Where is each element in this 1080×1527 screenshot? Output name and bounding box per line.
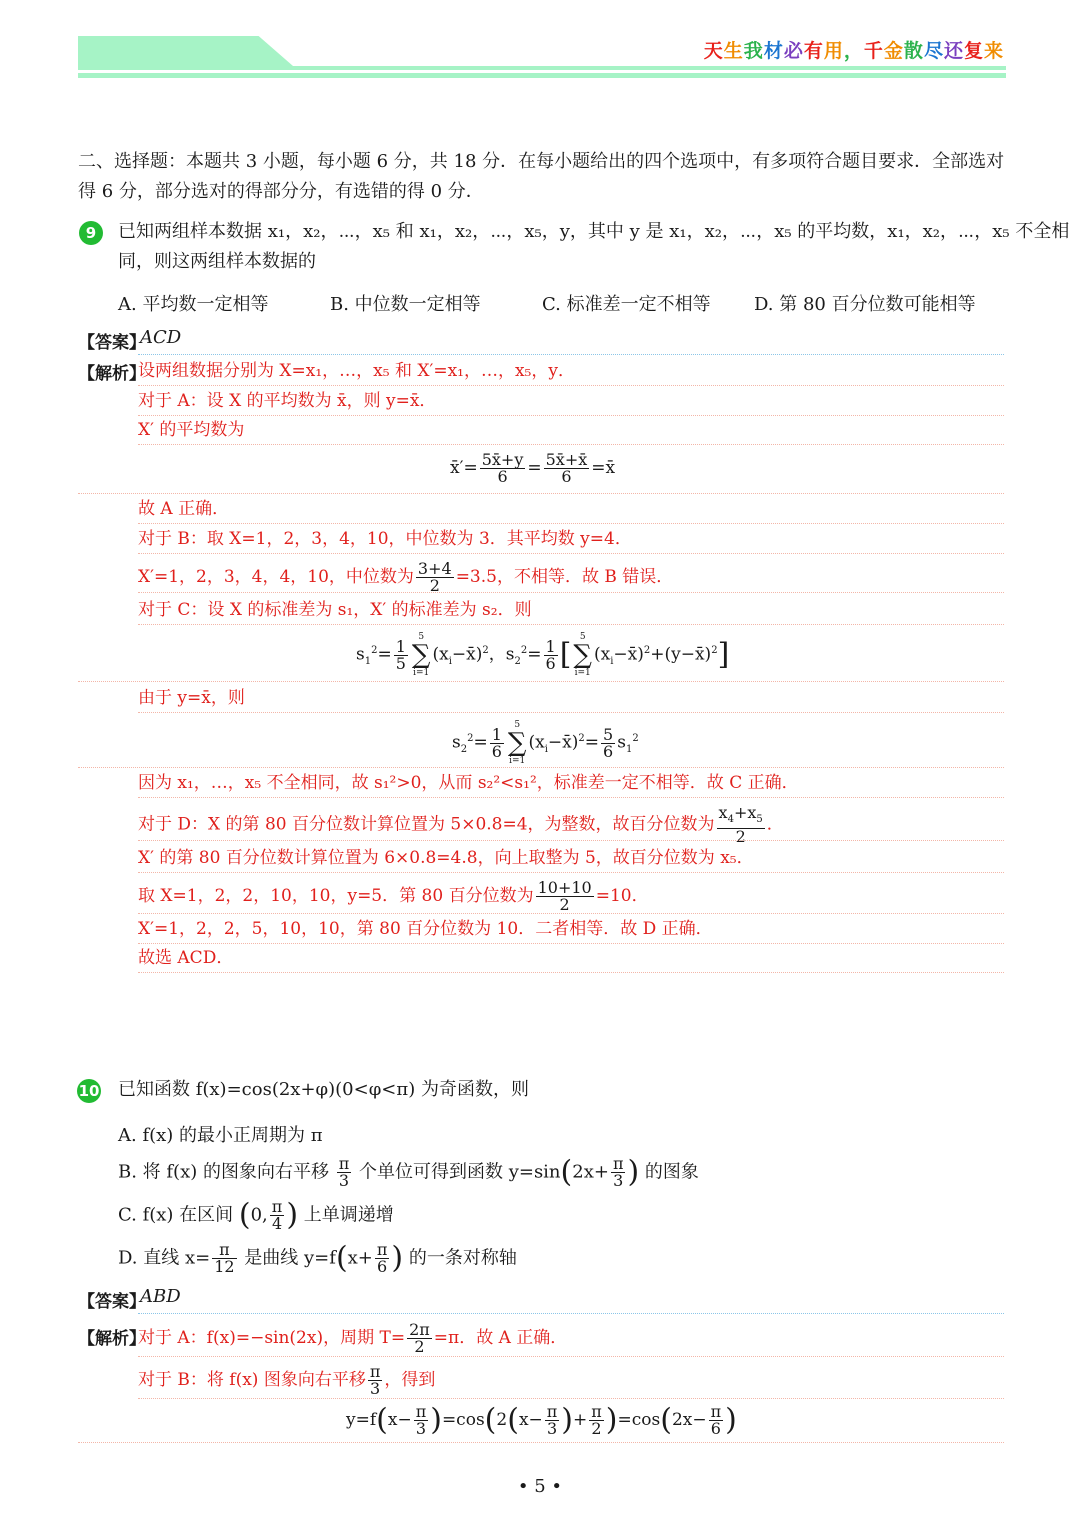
q9-answer: ACD <box>140 327 182 348</box>
solution-divider <box>138 553 1004 554</box>
option-text: 是曲线 y=f <box>244 1247 336 1269</box>
motto-character: 用 <box>823 40 844 62</box>
equation-mean: x̄′= $\frac{5x̄+y}{6}$ = $\frac{5x̄+x̄}{6}$ =x̄ <box>450 450 616 486</box>
motto-character: 我 <box>743 40 764 62</box>
solution-divider <box>138 385 1004 386</box>
motto-character: ， <box>843 40 864 62</box>
solution-divider <box>78 767 1004 768</box>
motto-character: 千 <box>863 40 884 62</box>
fraction-2pi-over-2: $\frac{2\pi}{2}$ <box>409 1320 430 1356</box>
q9-solution-line: 因为 x₁，…，x₅ 不全相同，故 s₁²>0，从而 s₂²<s₁²，标准差一定不相等．故 C 正确． <box>138 773 799 793</box>
q9-option-a: A. 平均数一定相等 <box>118 294 269 315</box>
equation-variance-relation: $s_2^2=$ $\frac{1}{6}$ 5 ∑ $i=1(x_i-x̄)^2=$ $\frac{5}{6}$ $s_1^2$ <box>452 720 639 766</box>
q10-stem: 已知函数 f(x)=cos(2x+φ)(0<φ<π) 为奇函数，则 <box>118 1079 529 1100</box>
q10-solution-line <box>138 1322 567 1355</box>
q9-solution-line: 对于 B：取 X=1，2，3，4，10，中位数为 3．其平均数 y=4． <box>138 529 632 549</box>
q9-solution-line: 故选 ACD． <box>138 948 234 968</box>
solution-text: 对于 D：X 的第 80 百分位数计算位置为 5×0.8=4，为整数，故百分位数为 <box>138 814 715 835</box>
q9-solution-line <box>138 561 673 594</box>
option-text: C. f(x) 在区间 <box>118 1204 234 1226</box>
motto-character: 金 <box>883 40 904 62</box>
section-intro-line2: 得 6 分，部分选对的得部分分，有选错的得 0 分． <box>78 181 484 202</box>
q9-solution-line: X′ 的第 80 百分位数计算位置为 6×0.8=4.8，向上取整为 5，故百分位数为 x₅． <box>138 848 754 868</box>
solution-divider <box>138 797 1004 798</box>
fraction-10-plus-10-over-2: $\frac{10+10}{2}$ <box>537 878 592 914</box>
page-header <box>0 0 1080 90</box>
solution-text: ，得到 <box>384 1370 436 1390</box>
motto-character: 生 <box>723 40 744 62</box>
motto-character: 有 <box>803 40 824 62</box>
header-tab-decoration <box>78 36 293 66</box>
motto-character: 尽 <box>923 40 944 62</box>
solution-text: =3.5，不相等．故 B 错误． <box>455 567 674 587</box>
motto-character: 还 <box>943 40 964 62</box>
solution-divider <box>78 493 1004 494</box>
equation-shift: y=f(x− $\frac{\pi}{3}$ )=cos(2(x− $\frac{\pi}{3}$ )+ $\frac{\pi}{2}$ )=cos(2x− $\frac{\pi}{6}$ ) <box>346 1402 737 1438</box>
q9-stem-line2: 同，则这两组样本数据的 <box>118 251 316 272</box>
q10-option-b: B. 将 f(x) 的图象向右平移 $\frac{\pi}{3}$ 个单位可得到函数 y=sin(2x+ $\frac{\pi}{3}$ ) 的图象 <box>118 1154 699 1190</box>
solution-text: =10． <box>595 886 649 906</box>
motto-character: 来 <box>983 40 1004 62</box>
q9-option-c: C. 标准差一定不相等 <box>542 294 711 315</box>
answer-divider <box>138 1313 1004 1314</box>
q10-option-d: D. 直线 x= $\frac{\pi}{12}$ 是曲线 y=f(x+ $\frac{\pi}{6}$ ) 的一条对称轴 <box>118 1240 517 1276</box>
q9-solution-line <box>138 880 649 913</box>
solution-divider <box>138 840 1004 841</box>
solution-divider <box>138 872 1004 873</box>
q9-answer-tag: 【答案】 <box>78 333 146 353</box>
motto-character: 材 <box>763 40 784 62</box>
solution-divider <box>138 712 1004 713</box>
page-number: • 5 • <box>517 1476 563 1497</box>
q10-option-a: A. f(x) 的最小正周期为 π <box>118 1125 323 1146</box>
fraction-pi-over-3: $\frac{\pi}{3}$ <box>338 1154 350 1190</box>
solution-divider <box>138 415 1004 416</box>
solution-divider <box>138 444 1004 445</box>
fraction-pi-over-3: $\frac{\pi}{3}$ <box>369 1362 381 1398</box>
solution-text: X′=1，2，3，4，4，10，中位数为 <box>138 567 414 587</box>
solution-divider <box>138 943 1004 944</box>
q9-solution-line: 由于 y=x̄，则 <box>138 688 245 708</box>
q9-solution-tag: 【解析】 <box>78 364 146 384</box>
option-text: 上单调递增 <box>303 1204 394 1226</box>
solution-divider <box>138 592 1004 593</box>
motto-character: 天 <box>703 40 724 62</box>
q9-solution-line: 设两组数据分别为 X=x₁，…，x₅ 和 X′=x₁，…，x₅，y． <box>138 361 575 381</box>
equation-variance: $s_1^2=$ $\frac{1}{5}$ 5 ∑ $i=1(x_i-x̄)^2$，$s_2^2=$ $\frac{1}{6}$ [ 5 ∑ $i=1(x_i-x̄)^2+(y-x̄)^2$] <box>356 632 730 678</box>
solution-divider <box>138 1356 1004 1357</box>
q9-solution-line: X′ 的平均数为 <box>138 420 245 440</box>
q10-answer-tag: 【答案】 <box>78 1292 146 1312</box>
q9-solution-line: 对于 D：X 的第 80 百分位数计算位置为 5×0.8=4，为整数，故百分位数为 $\frac{x_4+x_5}{2}$ ． <box>138 803 784 847</box>
q9-solution-line: 故 A 正确． <box>138 499 230 519</box>
option-text: 的图象 <box>644 1161 699 1183</box>
q10-solution-tag: 【解析】 <box>78 1329 146 1349</box>
q10-option-c: C. f(x) 在区间 (0, $\frac{\pi}{4}$ ) 上单调递增 <box>118 1197 394 1233</box>
solution-divider <box>138 972 1004 973</box>
solution-divider <box>138 523 1004 524</box>
question-number-badge: 10 <box>77 1079 101 1103</box>
header-motto <box>704 36 1004 63</box>
solution-divider <box>138 1398 1004 1399</box>
q9-option-d: D. 第 80 百分位数可能相等 <box>754 294 976 315</box>
solution-text: 对于 B：将 f(x) 图象向右平移 <box>138 1370 366 1390</box>
q10-answer: ABD <box>140 1286 181 1307</box>
fraction-x4-plus-x5-over-2: $\frac{x_4+x_5}{2}$ <box>718 803 763 847</box>
question-number-badge: 9 <box>79 221 103 245</box>
solution-text: =π．故 A 正确． <box>433 1328 568 1348</box>
q9-stem-line1: 已知两组样本数据 x₁，x₂，⋯，x₅ 和 x₁，x₂，⋯，x₅，y，其中 y 是 x₁，x₂，⋯，x₅ 的平均数，x₁，x₂，⋯，x₅ 不全相 <box>118 221 1070 242</box>
header-rule-bottom <box>78 73 1006 78</box>
solution-divider <box>138 624 1004 625</box>
q9-solution-line: X′=1，2，2，5，10，10，第 80 百分位数为 10．二者相等．故 D 正确． <box>138 919 713 939</box>
motto-character: 必 <box>783 40 804 62</box>
q9-option-b: B. 中位数一定相等 <box>330 294 481 315</box>
q9-solution-line: 对于 C：设 X 的标准差为 s₁，X′ 的标准差为 s₂．则 <box>138 600 532 620</box>
solution-divider <box>78 1442 1004 1443</box>
solution-divider <box>138 913 1004 914</box>
motto-character: 复 <box>963 40 984 62</box>
q9-solution-line: 对于 A：设 X 的平均数为 x̄，则 y=x̄． <box>138 391 437 411</box>
solution-divider <box>78 681 1004 682</box>
answer-divider <box>138 354 1004 355</box>
motto-character: 散 <box>903 40 924 62</box>
solution-text: 取 X=1，2，2，10，10，y=5．第 80 百分位数为 <box>138 886 534 906</box>
q10-solution-line <box>138 1364 435 1397</box>
option-text: 的一条对称轴 <box>408 1247 517 1269</box>
option-text: B. 将 f(x) 的图象向右平移 <box>118 1161 329 1183</box>
option-text: D. 直线 x= <box>118 1247 211 1269</box>
solution-text: 对于 A：f(x)=−sin(2x)，周期 T= <box>138 1328 406 1348</box>
header-rule-top <box>78 66 1006 70</box>
option-text: 个单位可得到函数 y=sin <box>358 1161 561 1183</box>
section-intro-line1: 二、选择题：本题共 3 小题，每小题 6 分，共 18 分．在每小题给出的四个选项中，有多项符合题目要求．全部选对 <box>78 151 1005 172</box>
fraction-3-plus-4-over-2: $\frac{3+4}{2}$ <box>417 559 452 595</box>
